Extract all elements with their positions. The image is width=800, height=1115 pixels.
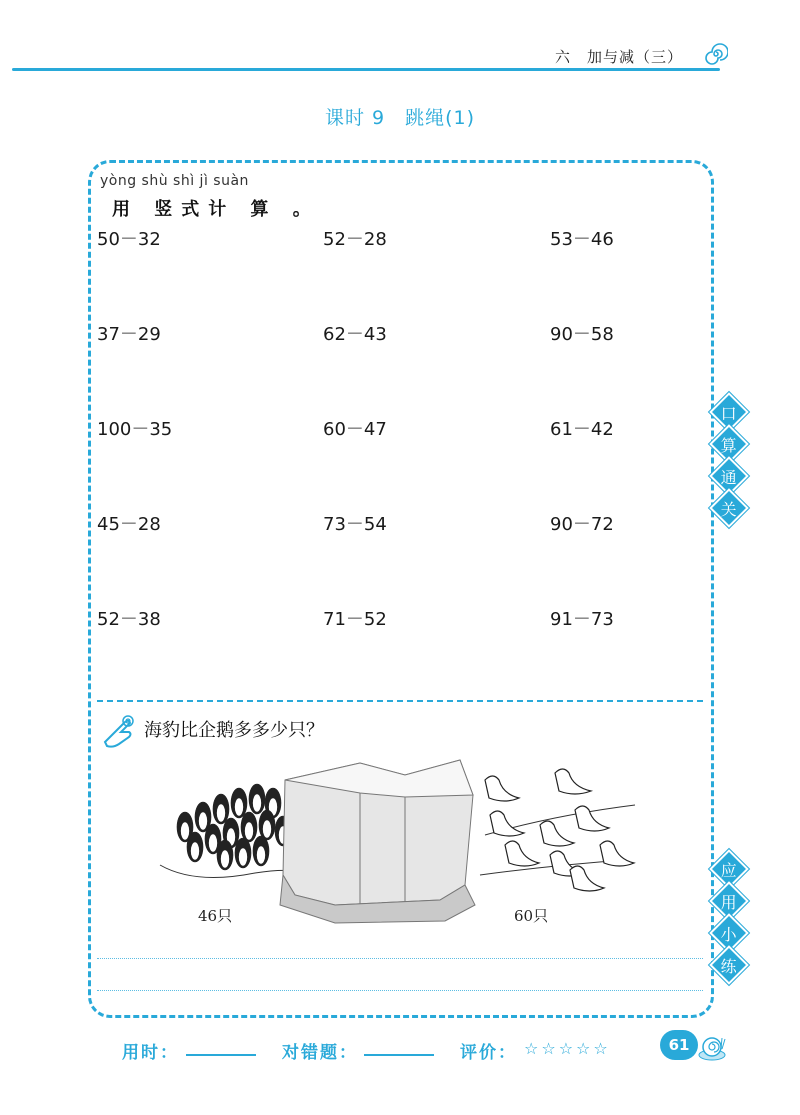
chapter-title: 六 加与减（三） — [555, 48, 684, 66]
snail-icon — [688, 1025, 728, 1065]
side-tab-application — [715, 855, 745, 983]
tab-char: 小 — [720, 924, 738, 944]
problem-item: 100－35 — [97, 419, 173, 440]
answer-line[interactable] — [97, 990, 703, 991]
instruction-text: 用 竖式计 算 。 — [112, 199, 320, 220]
side-tab-mental-math — [715, 398, 745, 526]
penguins-and-seals-illustration — [155, 755, 645, 925]
correct-blank[interactable] — [364, 1054, 434, 1056]
pointing-hand-icon — [99, 712, 137, 750]
problem-item: 50－32 — [97, 229, 161, 250]
problem-item: 91－73 — [550, 609, 614, 630]
problem-item: 45－28 — [97, 514, 161, 535]
section-divider — [97, 700, 703, 702]
tab-char: 通 — [720, 467, 738, 487]
instruction-pinyin: yòng shù shì jì suàn — [100, 173, 249, 189]
problem-item: 52－38 — [97, 609, 161, 630]
header-rule — [12, 68, 720, 71]
iceberg — [280, 760, 475, 923]
lesson-title: 课时 9 跳绳(1) — [324, 107, 476, 129]
spiral-icon — [704, 42, 728, 66]
word-problem-question: 海豹比企鹅多多少只？ — [144, 720, 324, 741]
tab-char: 练 — [720, 956, 738, 976]
tab-char: 关 — [720, 499, 738, 519]
problem-item: 53－46 — [550, 229, 614, 250]
problem-item: 73－54 — [323, 514, 387, 535]
penguin-group — [177, 784, 291, 870]
rating-label: 评价： — [460, 1043, 517, 1063]
tab-char: 应 — [720, 860, 738, 880]
time-blank[interactable] — [186, 1054, 256, 1056]
correct-label: 对错题： — [282, 1043, 358, 1063]
problem-item: 61－42 — [550, 419, 614, 440]
tab-char: 算 — [720, 435, 738, 455]
time-label: 用时： — [122, 1043, 179, 1063]
rating-stars[interactable]: ☆☆☆☆☆ — [524, 1039, 611, 1058]
penguin-count: 46只 — [198, 907, 233, 925]
problem-item: 60－47 — [323, 419, 387, 440]
problem-item: 37－29 — [97, 324, 161, 345]
tab-char: 用 — [720, 892, 738, 912]
seal-count: 60只 — [514, 907, 549, 925]
page-number: 61 — [660, 1030, 698, 1060]
problem-item: 71－52 — [323, 609, 387, 630]
problem-item: 90－58 — [550, 324, 614, 345]
seal-group — [485, 769, 634, 891]
problem-item: 90－72 — [550, 514, 614, 535]
tab-char: 口 — [720, 403, 738, 423]
answer-line[interactable] — [97, 958, 703, 959]
problem-item: 52－28 — [323, 229, 387, 250]
problem-item: 62－43 — [323, 324, 387, 345]
